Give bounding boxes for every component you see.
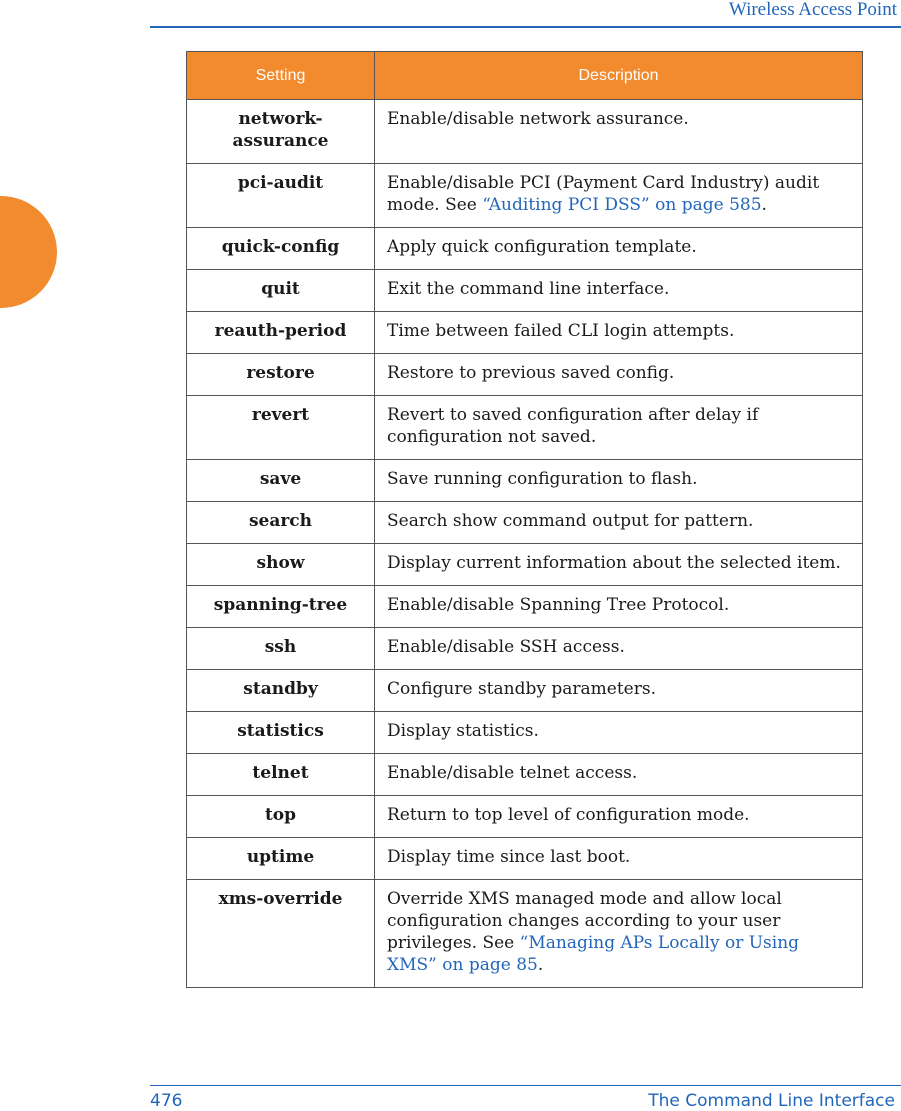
table-row [187, 754, 863, 796]
description-text: Save running configuration to flash. [387, 469, 698, 489]
table-row [187, 586, 863, 628]
description-text: Enable/disable PCI (Payment Card Industry) audit mode. See [387, 173, 820, 215]
description-text: Configure standby parameters. [387, 679, 656, 699]
table-header-row [187, 52, 863, 100]
running-header-title: Wireless Access Point [728, 0, 897, 20]
description-text: Enable/disable network assurance. [387, 109, 689, 129]
description-cell [375, 544, 863, 586]
description-text: Display statistics. [387, 721, 539, 741]
table-row [187, 164, 863, 228]
setting-cell: quick-config [187, 228, 375, 270]
description-text: Enable/disable Spanning Tree Protocol. [387, 595, 730, 615]
column-header-setting: Setting [187, 52, 375, 100]
table-row [187, 628, 863, 670]
description-cell [375, 838, 863, 880]
description-text: Search show command output for pattern. [387, 511, 754, 531]
setting-cell: network-assurance [187, 100, 375, 164]
description-text: Display time since last boot. [387, 847, 631, 867]
description-cell [375, 100, 863, 164]
setting-cell: spanning-tree [187, 586, 375, 628]
setting-cell: top [187, 796, 375, 838]
page-number: 476 [150, 1091, 183, 1111]
setting-cell: reauth-period [187, 312, 375, 354]
column-header-description: Description [375, 52, 863, 100]
table-row [187, 312, 863, 354]
setting-cell: pci-audit [187, 164, 375, 228]
setting-cell: search [187, 502, 375, 544]
description-text: Apply quick configuration template. [387, 237, 697, 257]
setting-cell: revert [187, 396, 375, 460]
description-cell [375, 880, 863, 988]
table-row [187, 396, 863, 460]
description-cell [375, 228, 863, 270]
table-row [187, 544, 863, 586]
description-cell [375, 270, 863, 312]
cross-reference-link[interactable]: “Managing APs Locally or Using XMS” on page 85 [387, 933, 800, 975]
setting-cell: statistics [187, 712, 375, 754]
description-cell [375, 670, 863, 712]
description-suffix: . [761, 195, 767, 215]
setting-cell: standby [187, 670, 375, 712]
description-text: Display current information about the selected item. [387, 553, 841, 573]
setting-cell: restore [187, 354, 375, 396]
setting-cell: telnet [187, 754, 375, 796]
table-row [187, 880, 863, 988]
description-text: Exit the command line interface. [387, 279, 670, 299]
description-text: Enable/disable SSH access. [387, 637, 625, 657]
description-cell [375, 354, 863, 396]
table-row [187, 100, 863, 164]
table-row [187, 712, 863, 754]
cross-reference-link[interactable]: “Auditing PCI DSS” on page 585 [482, 195, 762, 215]
description-text: Override XMS managed mode and allow local configuration changes according to your user privileges. See [387, 889, 782, 953]
setting-cell: ssh [187, 628, 375, 670]
description-text: Restore to previous saved config. [387, 363, 675, 383]
setting-cell: show [187, 544, 375, 586]
description-cell [375, 502, 863, 544]
table-row [187, 270, 863, 312]
chapter-tab-marker [0, 196, 57, 308]
description-cell [375, 586, 863, 628]
table-row [187, 670, 863, 712]
description-suffix: . [537, 955, 544, 975]
setting-cell: quit [187, 270, 375, 312]
description-text: Revert to saved configuration after delay if configuration not saved. [387, 405, 759, 447]
description-cell [375, 796, 863, 838]
setting-cell: save [187, 460, 375, 502]
setting-cell: xms-override [187, 880, 375, 988]
header-rule [150, 26, 901, 28]
footer-rule [150, 1085, 901, 1086]
description-text: Return to top level of configuration mode. [387, 805, 750, 825]
description-cell [375, 712, 863, 754]
description-cell [375, 460, 863, 502]
table-row [187, 502, 863, 544]
description-text: Time between failed CLI login attempts. [387, 321, 735, 341]
table-row [187, 354, 863, 396]
table-row [187, 228, 863, 270]
description-cell [375, 754, 863, 796]
setting-cell: uptime [187, 838, 375, 880]
description-cell [375, 628, 863, 670]
description-cell [375, 312, 863, 354]
description-cell [375, 164, 863, 228]
table-row [187, 796, 863, 838]
description-cell [375, 396, 863, 460]
chapter-title: The Command Line Interface [648, 1091, 895, 1111]
table-row [187, 838, 863, 880]
table-body [187, 100, 863, 988]
description-text: Enable/disable telnet access. [387, 763, 638, 783]
settings-table [186, 51, 863, 988]
table-row [187, 460, 863, 502]
